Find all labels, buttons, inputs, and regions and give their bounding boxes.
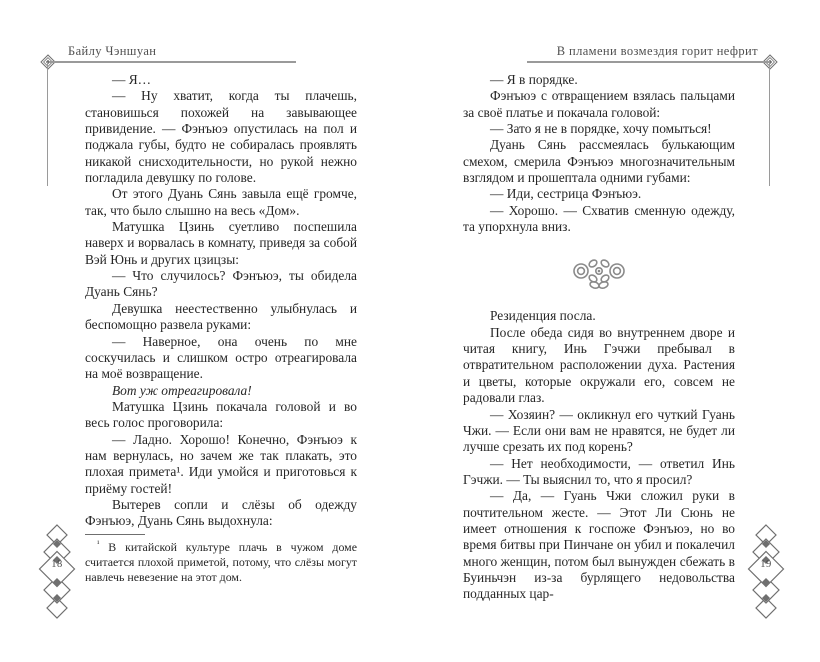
- paragraph: — Я…: [112, 72, 152, 87]
- paragraph: Вытерев сопли и слёзы об одежду Фэнъюэ, Дуань Сянь выдохнула:: [85, 496, 357, 529]
- header-rule-right: [527, 61, 770, 63]
- page-number-ornament-left: [31, 514, 83, 630]
- paragraph: После обеда сидя во внутреннем дворе и читая книгу, Инь Гэчжи пребывал в отвратительном расположении духа. Растения и цветы, которые окружали его, совсем не радовали глаз.: [463, 324, 735, 406]
- page-body-left: [85, 72, 357, 530]
- paragraph: — Зато я не в порядке, хочу помыться!: [490, 121, 712, 137]
- header-rule-left: [49, 61, 296, 63]
- paragraph: Резиденция посла.: [490, 308, 596, 324]
- margin-line-right: [769, 62, 770, 186]
- footnote-text: $^{^1}$ В китайской культуре плачь в чужом доме считается плохой приметой, потому, что слёзы могут навлечь невезение на этот дом.: [85, 539, 357, 584]
- margin-line-left: [47, 62, 48, 186]
- running-header-right: В пламени возмездия горит нефрит: [556, 44, 758, 58]
- paragraph: Вот уж отреагировала!: [112, 382, 252, 398]
- paragraph: Девушка неестественно улыбнулась и беспомощно развела руками:: [85, 300, 357, 333]
- page-number-ornament-right: [740, 514, 792, 630]
- text-block-before-break: [463, 72, 735, 235]
- diamond-stack-icon: [31, 514, 83, 630]
- page-body-right: [463, 72, 735, 603]
- paragraph: Дуань Сянь рассмеялась булькающим смехом, смерила Фэнъюэ многозначительным взглядом и прошептала одними губами:: [463, 137, 735, 186]
- diamond-stack-icon: [740, 514, 792, 630]
- paragraph: — Хозяин? — окликнул его чуткий Гуань Чжи. — Если они вам не нравятся, не будет ли лучше срезать их под корень?: [463, 406, 735, 455]
- paragraph: — Хорошо. — Схватив сменную одежду, та упорхнула вниз.: [463, 202, 735, 235]
- scene-break-knot-icon: [572, 255, 626, 293]
- paragraph: — Что случилось? Фэнъюэ, ты обидела Дуань Сянь?: [85, 268, 357, 300]
- paragraph: — Наверное, она очень по мне соскучилась и слишком остро отреагировала на моё возвращение.: [85, 333, 357, 382]
- paragraph: — Я в порядке.: [490, 72, 578, 87]
- footnote-marker: ¹: [97, 539, 100, 549]
- page-number-right: 19: [760, 559, 772, 570]
- paragraph: Матушка Цзинь покачала головой и во весь голос проговорила:: [85, 398, 357, 431]
- paragraph: — Нет необходимости, — ответил Инь Гэчжи. — Ты выяснил то, что я просил?: [463, 455, 735, 487]
- paragraph: — Да, — Гуань Чжи сложил руки в почтительном жесте. — Этот Ли Сюнь не имеет отношения к госпоже Фэнъюэ, но во время битвы при Пинчане он убил и покалечил много женщин, потом был вынужден сбежать в Буиньчэн из-за бурлящего недовольства подданных цар-: [463, 488, 735, 602]
- running-header-left: Байлу Чэншуан: [68, 44, 157, 58]
- page-number-left: 18: [51, 559, 63, 570]
- paragraph: Матушка Цзинь суетливо поспешила наверх и ворвалась в комнату, приведя за собой Вэй Юнь и других цзицзы:: [85, 219, 357, 267]
- paragraph: Фэнъюэ с отвращением взялась пальцами за своё платье и покачала головой:: [463, 88, 735, 120]
- paragraph: От этого Дуань Сянь завыла ещё громче, так, что было слышно на весь «Дом».: [85, 186, 357, 218]
- paragraph: — Иди, сестрица Фэнъюэ.: [490, 186, 642, 202]
- text-block-after-break: [463, 308, 735, 602]
- paragraph: — Ладно. Хорошо! Конечно, Фэнъюэ к нам вернулась, но зачем же так плакать, это плохая примета¹. Иди умойся и приготовься к приёму гостей!: [85, 431, 357, 496]
- paragraph: — Ну хватит, когда ты плачешь, становишься похожей на завывающее привидение. — Фэнъюэ опустилась на пол и поджала губы, будто не собиралась проявлять никакой снисходительности, но рукой нежно погладила девушку по голове.: [85, 88, 357, 186]
- footnote-separator: [85, 534, 145, 535]
- footnote: [85, 534, 357, 585]
